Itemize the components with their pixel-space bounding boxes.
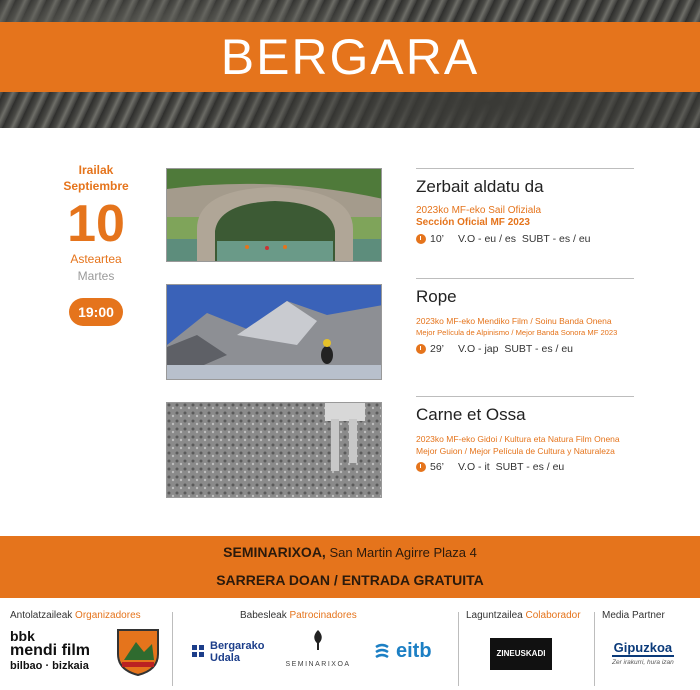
clock-icon <box>416 234 426 244</box>
eitb-logo: eitb <box>374 640 432 663</box>
bbk-mendi-film-logo: bbk mendi film bilbao · bizkaia <box>10 628 91 672</box>
bergara-crest-icon <box>190 643 206 661</box>
film-3-subtitles: SUBT - es / eu <box>495 461 565 473</box>
page-title: BERGARA <box>220 29 480 85</box>
weekday-es: Martes <box>77 269 115 283</box>
divider <box>416 396 634 397</box>
film-1-duration: 10’ <box>430 233 445 245</box>
divider <box>458 612 459 686</box>
entry-info: SARRERA DOAN / ENTRADA GRATUITA <box>216 572 484 588</box>
film-1-version: V.O - eu / es <box>458 233 516 245</box>
gipuzkoa-logo: Gipuzkoa Zer irakurri, hura izan <box>612 640 674 666</box>
film-1-image <box>166 168 382 262</box>
film-1-subtitles: SUBT - es / eu <box>521 233 591 245</box>
date-block <box>48 162 144 326</box>
bergarako-udala-logo: Bergarako Udala <box>190 640 264 664</box>
film-2-meta <box>416 343 634 355</box>
venue-band <box>0 536 700 598</box>
film-2-title: Rope <box>416 287 457 306</box>
film-3-version: V.O - it <box>458 461 490 473</box>
media-label: Media Partner <box>602 610 665 621</box>
film-1-meta <box>416 233 634 245</box>
eitb-waves-icon <box>374 643 396 661</box>
month-es: Septiembre <box>63 179 129 193</box>
venue-name: SEMINARIXOA, <box>223 544 326 560</box>
film-1-award-es: Sección Oficial MF 2023 <box>416 217 530 228</box>
header-banner <box>0 0 700 128</box>
film-2-subtitles: SUBT - es / eu <box>504 343 573 355</box>
divider <box>172 612 173 686</box>
divider <box>416 168 634 169</box>
venue-line <box>0 544 700 560</box>
weekday-eu: Asteartea <box>70 252 122 266</box>
film-3-title: Carne et Ossa <box>416 405 526 424</box>
venue-address: San Martin Agirre Plaza 4 <box>329 545 477 560</box>
film-1-title: Zerbait aldatu da <box>416 177 544 196</box>
sponsors-footer <box>0 604 700 690</box>
film-3-award-eu: 2023ko MF-eko Gidoi / Kultura eta Natura Film Onena <box>416 434 620 444</box>
time-badge: 19:00 <box>69 298 123 326</box>
film-2-duration: 29’ <box>430 343 445 355</box>
film-3-info <box>416 396 634 473</box>
zineuskadi-logo: ZINEUSKADI <box>490 638 552 670</box>
film-2-award-eu: 2023ko MF-eko Mendiko Film / Soinu Banda Onena <box>416 316 612 326</box>
seminarixoa-logo: SEMINARIXOA <box>280 630 356 668</box>
film-1-info <box>416 168 634 245</box>
title-bar <box>0 22 700 92</box>
divider <box>416 278 634 279</box>
film-2-award-es: Mejor Película de Alpinismo / Mejor Banda Sonora MF 2023 <box>416 328 618 337</box>
day-number: 10 <box>67 195 125 253</box>
film-2-image <box>166 284 382 380</box>
divider <box>594 612 595 686</box>
fleur-icon <box>310 630 326 650</box>
collaborator-label: Laguntzailea Colaborador <box>466 610 581 621</box>
film-2-version: V.O - jap <box>458 343 499 355</box>
clock-icon <box>416 344 426 354</box>
film-3-image <box>166 402 382 498</box>
film-3-meta <box>416 461 634 473</box>
club-shield-icon <box>116 628 160 676</box>
organizers-label: Antolatzaileak Organizadores <box>10 610 141 621</box>
patrons-label: Babesleak Patrocinadores <box>240 610 357 621</box>
film-1-award-eu: 2023ko MF-eko Sail Ofiziala <box>416 205 542 216</box>
film-3-duration: 56’ <box>430 461 445 473</box>
clock-icon <box>416 462 426 472</box>
film-2-info <box>416 278 634 355</box>
film-3-award-es: Mejor Guion / Mejor Película de Cultura y Naturaleza <box>416 446 615 456</box>
month-eu: Irailak <box>78 163 114 177</box>
